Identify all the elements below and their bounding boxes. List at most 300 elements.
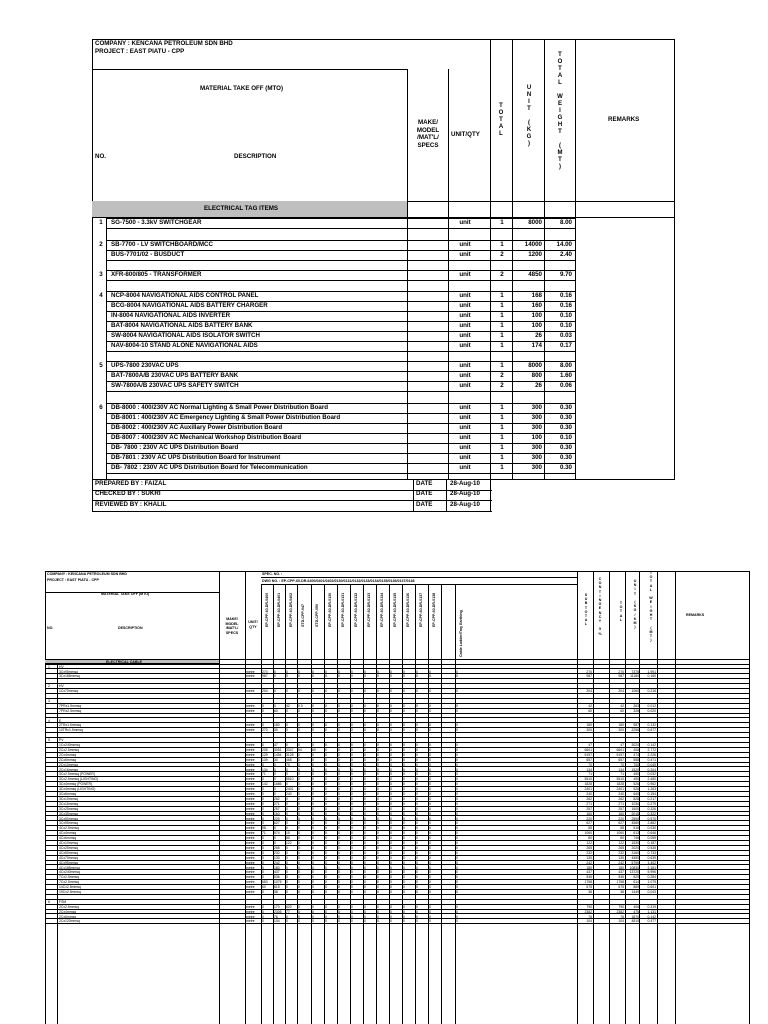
cable-row-subtotal: 122: [586, 841, 592, 845]
cable-row-dwg-value: 0: [298, 762, 300, 767]
row-unit-weight: 100: [531, 312, 542, 319]
cable-row-dwg-value: 0: [338, 801, 340, 806]
cable-row-dwg-value: 0: [351, 826, 353, 831]
cable-row-dwg-value: 0: [429, 826, 431, 831]
cable-row-dwg-value: 0: [312, 792, 314, 796]
cable-row-no: 3: [48, 698, 50, 703]
cable-row-dwg-value: 0: [429, 836, 431, 841]
cable-row-dwg-value: 0: [338, 728, 340, 733]
cable-row-dwg-value: 0: [416, 865, 418, 870]
cable-row-dwg-value: 0: [429, 777, 431, 782]
cable-row-dwg-value: 0: [325, 850, 327, 855]
cable-row-dwg-value: 0: [377, 904, 379, 909]
cable-row-dwg-value: 0: [338, 752, 340, 757]
cable-row-dwg-value: 0: [416, 782, 418, 787]
cable-row-dwg-value: 0: [274, 669, 276, 674]
cable-row-dwg-value: 0: [298, 792, 300, 796]
cable-row-total-weight: 0.477: [647, 919, 656, 924]
cable-row-unit: metre: [246, 757, 255, 762]
cable-row-dwg-value: 0: [312, 757, 314, 762]
cable-row-dwg-value: 0: [364, 904, 366, 909]
cable-row-total: 262: [618, 796, 624, 801]
cable-row-dwg-value: 0: [377, 801, 379, 806]
cable-row-unit-weight: 3160: [631, 850, 639, 855]
cable-row-dwg-value: 0: [286, 816, 288, 821]
cable-row-dwg-value: 0: [377, 850, 379, 855]
cable-row-total: 58: [620, 826, 624, 831]
cable-row-dwg-value: 0: [351, 747, 353, 752]
cable-row-dwg-value: 0: [456, 909, 458, 914]
mto-row: [92, 404, 675, 412]
cable-row-dwg-value: 0: [312, 708, 314, 713]
cable-row-unit-weight: 450: [633, 777, 639, 782]
cable-row-total: 42: [620, 703, 624, 708]
cable-row-unit: metre: [246, 831, 255, 836]
cable-row-subtotal: 657: [586, 757, 592, 762]
row-total-weight: 0.10: [559, 312, 572, 319]
cable-row-dwg-value: 0: [403, 845, 405, 850]
cable-row-dwg-value: 0: [456, 845, 458, 850]
cable-row-dwg-value: 0: [390, 860, 392, 865]
cable-row-dwg-value: 0: [390, 703, 392, 708]
cable-dwg-no: DWG NO. : EP-CPP-60-DR-6400/0401/0402/0130/0131/0132/0133/0134/0135/0136/0137/0138: [262, 578, 415, 583]
cable-row-dwg-value: 0: [403, 708, 405, 713]
cable-row-total-weight: 1.263: [647, 787, 656, 792]
cable-row-dwg-value: 0: [416, 723, 418, 728]
cable-row-subtotal: 1828: [584, 782, 592, 787]
cable-row-total-weight: 0.154: [647, 792, 656, 796]
cable-row-total-weight: 0.677: [647, 728, 656, 733]
cable-row-dwg-value: 0: [286, 880, 288, 885]
header-no: NO.: [95, 153, 107, 160]
cable-row-unit-weight: 450: [633, 772, 639, 777]
cable-row-dwg-value: 0: [338, 708, 340, 713]
cable-row-dwg-value: 0: [403, 811, 405, 816]
cable-row-dwg-value: 0: [364, 836, 366, 841]
cable-row-dwg-value: 0: [456, 762, 458, 767]
prepared-by: PREPARED BY : FAIZAL: [95, 480, 167, 487]
cable-row-total-weight: 0.319: [647, 904, 656, 909]
cable-row-dwg-value: 0: [312, 782, 314, 787]
cable-row-total: 437: [618, 870, 624, 875]
row-total: 1: [500, 302, 504, 309]
cable-row-dwg-value: 0: [429, 919, 431, 924]
row-unit: unit: [459, 444, 471, 451]
cable-row-dwg-value: 0: [456, 674, 458, 679]
cable-row-dwg-value: 0: [312, 767, 314, 772]
cable-row-dwg-value: 0: [377, 757, 379, 762]
cable-row-dwg-value: 0: [274, 703, 276, 708]
cable-row-unit-weight: 516: [633, 826, 639, 831]
cable-row-description: 3Cx50mmsq: [59, 816, 79, 821]
cable-row-subtotal: 130: [586, 855, 592, 860]
cable-row-dwg-value: 0: [338, 855, 340, 860]
cable-row-dwg-value: 0: [312, 870, 314, 875]
cable-row-dwg-value: 0: [429, 743, 431, 747]
cable-row-description: 3Cx4mmsq (LIGHTING): [59, 787, 96, 792]
cable-row-total: 180: [618, 865, 624, 870]
cable-row-total: 987: [618, 674, 624, 679]
cable-row-dwg-value: 0: [298, 777, 300, 782]
row-rule: [106, 361, 576, 362]
cable-row-dwg-value: 0: [351, 821, 353, 826]
cable-row-description: 4Cx95mmsq: [59, 860, 79, 865]
cable-row-dwg-value: 0: [416, 669, 418, 674]
cable-row-dwg-value: 0: [456, 890, 458, 894]
cable-row-dwg-value: 683: [262, 880, 268, 885]
cable-row-dwg-value: 0: [262, 919, 264, 924]
cable-row-dwg-value: 0: [338, 777, 340, 782]
cable-row-dwg-value: 0: [390, 841, 392, 845]
cable-row-dwg-value: 0: [338, 870, 340, 875]
cable-row-unit-weight: 613: [633, 831, 639, 836]
cable-row-dwg-value: 0: [364, 865, 366, 870]
cable-row-dwg-value: 0: [416, 787, 418, 792]
cable-row-description: 3Cx35mmsq: [59, 811, 79, 816]
cable-row-total-weight: 0.646: [647, 831, 656, 836]
row-total: 1: [500, 464, 504, 471]
cable-row-dwg-value: 0: [351, 762, 353, 767]
cable-row-dwg-value: 0: [325, 821, 327, 826]
mto-electrical-cable-table: [45, 571, 750, 1024]
cable-row-dwg-value: 0: [403, 796, 405, 801]
cable-row-dwg-value: 232: [274, 850, 280, 855]
cable-row-dwg-value: 54: [298, 747, 302, 752]
cable-row-unit: metre: [246, 787, 255, 792]
cable-company-name: COMPANY : KENCANA PETROLEUM SDN BHD: [47, 572, 127, 576]
cable-row-dwg-value: 0: [351, 836, 353, 841]
cable-row-dwg-value: 0: [364, 845, 366, 850]
header-unit-qty: UNIT/QTY: [451, 131, 480, 138]
cable-row-dwg-value: 0: [312, 836, 314, 841]
cable-project-name: PROJECT : EAST PIATU - CPP: [47, 578, 99, 582]
cable-row-total: 1060: [616, 831, 624, 836]
row-unit: unit: [459, 219, 471, 226]
cable-row-dwg-value: 0: [298, 816, 300, 821]
cable-row-dwg-value: 0: [338, 919, 340, 924]
cable-row-dwg-value: 0: [429, 870, 431, 875]
cable-row-dwg-value: 0: [390, 816, 392, 821]
cable-row-dwg-value: 220: [274, 816, 280, 821]
cable-row-subtotal: 300: [586, 728, 592, 733]
cable-row-dwg-value: 0: [377, 747, 379, 752]
cable-row-dwg-value: 0: [456, 870, 458, 875]
cable-row-dwg-value: 0: [416, 728, 418, 733]
row-total-weight: 0.17: [559, 342, 572, 349]
cable-row-dwg-value: 0: [377, 880, 379, 885]
cable-row-dwg-value: 0: [403, 669, 405, 674]
cable-row-dwg-value: 0: [403, 909, 405, 914]
cable-row-dwg-value: 180: [274, 865, 280, 870]
row-rule: [106, 463, 576, 464]
cable-row-dwg-value: 0: [416, 850, 418, 855]
cable-row-description: 2Cx4mmsq: [59, 752, 77, 757]
cable-row-dwg-value: 0: [298, 674, 300, 679]
cable-row-dwg-value: 0: [456, 865, 458, 870]
cable-row-dwg-value: 0: [390, 880, 392, 885]
cable-row-dwg-value: 0: [364, 875, 366, 880]
cable-row-unit-weight: 2020: [631, 845, 639, 850]
cable-row-unit: metre: [246, 855, 255, 860]
cable-row-dwg-value: 0: [351, 885, 353, 890]
cable-row-subtotal: 6601: [584, 747, 592, 752]
cable-row-dwg-value: 0: [403, 772, 405, 777]
cable-row-dwg-value: 0: [377, 762, 379, 767]
cable-row-unit: metre: [246, 762, 255, 767]
row-total-weight: 8.00: [559, 219, 572, 226]
row-unit: unit: [459, 434, 471, 441]
cable-row-dwg-value: 0: [377, 841, 379, 845]
cable-row-dwg-value: 0: [403, 841, 405, 845]
cable-row-unit-weight: 1520: [631, 767, 639, 772]
cable-row-dwg-value: 0: [325, 762, 327, 767]
cable-row-unit-weight: 406: [633, 904, 639, 909]
cable-row-subtotal: 1758: [584, 880, 592, 885]
cable-row-dwg-value: 0: [364, 890, 366, 894]
cable-row-dwg-value: 0: [325, 782, 327, 787]
row-unit: unit: [459, 241, 471, 248]
cable-table-title: MATERIAL TAKE OFF (MTO): [101, 592, 150, 596]
cable-row-description: 2Cx120mmsq: [59, 919, 80, 924]
checked-date-label: DATE: [416, 490, 433, 497]
cable-row-dwg-value: 0: [377, 772, 379, 777]
cable-row-dwg-value: 204: [262, 689, 268, 694]
cable-row-unit-weight: 326: [633, 708, 639, 713]
prepared-date: 28-Aug-10: [450, 480, 480, 487]
cable-row-dwg-value: 0: [351, 767, 353, 772]
cable-row-total-weight: 0.059: [647, 836, 656, 841]
cable-row-subtotal: 70: [588, 762, 592, 767]
cable-row-dwg-value: 0: [274, 777, 276, 782]
row-unit-weight: 100: [531, 434, 542, 441]
cable-row-dwg-value: 0: [262, 787, 264, 792]
cable-row-dwg-value: 0: [364, 669, 366, 674]
cable-row-total: 790: [618, 904, 624, 909]
cable-row-dwg-value: 0: [416, 762, 418, 767]
cable-row-total-weight: 2.862: [647, 821, 656, 826]
cable-row-description: 3Cx95mmsq: [59, 669, 79, 674]
cable-row-dwg-value: 262: [274, 796, 280, 801]
cable-row-dwg-value: 0: [312, 909, 314, 914]
cable-row-subtotal: 58: [588, 826, 592, 831]
cable-row-dwg-value: 0: [351, 806, 353, 811]
cable-row-dwg-value: 0: [286, 796, 288, 801]
cable-row-dwg-value: 0: [456, 806, 458, 811]
row-rule: [106, 443, 576, 444]
cable-row-dwg-value: 0: [429, 796, 431, 801]
cable-row-dwg-value: 3347: [286, 747, 294, 752]
cable-row-dwg-value: 0: [390, 669, 392, 674]
cable-row-dwg-value: 0: [377, 909, 379, 914]
cable-row-total: 160: [618, 811, 624, 816]
row-total: 1: [500, 219, 504, 226]
cable-row-dwg-value: 0: [298, 880, 300, 885]
cable-row-dwg-value: 0: [429, 855, 431, 860]
cable-row-dwg-value: 0: [274, 826, 276, 831]
cable-row-dwg-value: 0: [403, 816, 405, 821]
cable-row-dwg-value: 0: [377, 743, 379, 747]
cable-row-dwg-value: 0: [312, 855, 314, 860]
cable-row-dwg-value: 0: [456, 831, 458, 836]
cable-row-unit-weight: 3020: [631, 743, 639, 747]
cable-row-dwg-value: 0: [403, 890, 405, 894]
cable-row-dwg-value: 0: [377, 821, 379, 826]
cable-row-dwg-value: 0: [351, 880, 353, 885]
cable-row-dwg-value: 0: [456, 855, 458, 860]
cable-row-dwg-value: 0: [416, 708, 418, 713]
cable-row-dwg-value: 0: [364, 757, 366, 762]
cable-row-dwg-value: 0: [312, 845, 314, 850]
row-total: 1: [500, 424, 504, 431]
row-unit-weight: 300: [531, 404, 542, 411]
cable-row-unit: metre: [246, 772, 255, 777]
cable-row-dwg-value: 0: [403, 836, 405, 841]
row-description: XFR-800/805 - TRANSFORMER: [111, 271, 202, 278]
cable-row-dwg-value: 5510: [286, 777, 294, 782]
cable-row-dwg-value: 0: [298, 890, 300, 894]
cable-row-unit: metre: [246, 767, 255, 772]
cable-row-subtotal: 1060: [584, 831, 592, 836]
row-total: 1: [500, 434, 504, 441]
cable-row-dwg-value: 0: [456, 792, 458, 796]
cable-row-dwg-value: 0: [325, 875, 327, 880]
cable-row-dwg-value: 0: [338, 845, 340, 850]
cable-row-unit-weight: 1030: [631, 801, 639, 806]
cable-row-dwg-value: 0: [325, 767, 327, 772]
cable-row-dwg-value: 3128: [286, 752, 294, 757]
row-description: UPS-7800 230VAC UPS: [111, 362, 179, 369]
row-no: 4: [99, 292, 103, 299]
cable-row-dwg-value: 0: [377, 777, 379, 782]
cable-row-dwg-value: 0: [390, 831, 392, 836]
cable-row-dwg-value: 0: [274, 836, 276, 841]
cable-row-dwg-value: 0: [364, 723, 366, 728]
row-description: DB- 7800 : 230V AC UPS Distribution Board: [111, 444, 239, 451]
row-unit: unit: [459, 302, 471, 309]
cable-row-total: 1828: [616, 782, 624, 787]
cable-row-subtotal: 675: [586, 885, 592, 890]
cable-row-dwg-value: 0: [286, 885, 288, 890]
cable-row-dwg-value: 0: [312, 875, 314, 880]
dwg-column-header: EP-CPP-60-DR-0130: [328, 592, 332, 627]
cable-row-dwg-value: 0: [312, 703, 314, 708]
row-description: SG-7500 - 3.3kV SWITCHGEAR: [111, 219, 202, 226]
cable-row-total: 122: [618, 841, 624, 845]
cable-row-total-weight: 1.079: [647, 880, 656, 885]
cable-row-dwg-value: 0: [298, 669, 300, 674]
cable-row-unit-weight: 4560: [631, 821, 639, 826]
cable-row-description: 4Cx240mmsq: [59, 870, 80, 875]
cable-row-unit: metre: [246, 801, 255, 806]
cable-row-dwg-value: 0: [262, 836, 264, 841]
cable-row-dwg-value: 0: [298, 860, 300, 865]
cable-row-dwg-value: 0: [298, 689, 300, 694]
cable-row-dwg-value: 0: [390, 752, 392, 757]
cable-row-unit: metre: [246, 909, 255, 914]
cable-row-dwg-value: 0: [351, 796, 353, 801]
cable-row-dwg-value: 0: [456, 728, 458, 733]
row-description: BCG-8004 NAVIGATIONAL AIDS BATTERY CHARGER: [111, 302, 268, 309]
cable-row-dwg-value: 0: [351, 875, 353, 880]
cable-row-unit-weight: 13720: [629, 870, 639, 875]
cable-row-description: HV: [59, 664, 64, 669]
cable-row-dwg-value: 0: [286, 743, 288, 747]
cable-row-dwg-value: 0: [390, 757, 392, 762]
cable-row-dwg-value: 58: [262, 826, 266, 831]
cable-row-dwg-value: 0: [390, 821, 392, 826]
dwg-column-header: EP-CPP-60-DR-0133: [367, 592, 371, 627]
row-total: 1: [500, 362, 504, 369]
cable-row-dwg-value: 0: [286, 845, 288, 850]
cable-row-total-weight: 2.772: [647, 747, 656, 752]
cable-row-dwg-value: 0: [325, 703, 327, 708]
cable-row-total-weight: 0.049: [647, 762, 656, 767]
cable-row-dwg-value: 0: [377, 782, 379, 787]
cable-row-description: 7PRx1.5mmsq: [59, 703, 82, 708]
cable-row-unit-weight: 4810: [631, 919, 639, 924]
cable-row-dwg-value: 0: [325, 885, 327, 890]
cable-row-dwg-value: 0: [429, 728, 431, 733]
cable-row-dwg-value: 0: [298, 787, 300, 792]
row-total-weight: 1.60: [559, 372, 572, 379]
cable-row-unit: metre: [246, 782, 255, 787]
cable-row-total-weight: 0.204: [647, 767, 656, 772]
cable-row-dwg-value: 0: [416, 860, 418, 865]
cable-header-contingency: C O N T I N G E N C Y 5 %: [598, 577, 602, 636]
cable-row-total-weight: 1.991: [647, 669, 656, 674]
cable-row-dwg-value: 0: [403, 752, 405, 757]
cable-row-dwg-value: 0: [351, 743, 353, 747]
row-unit-weight: 300: [531, 464, 542, 471]
cable-row-dwg-value: 0: [325, 865, 327, 870]
cable-row-unit: metre: [246, 880, 255, 885]
cable-row-subtotal: 134: [586, 767, 592, 772]
cable-row-dwg-value: 0: [403, 885, 405, 890]
cable-row-dwg-value: 2305: [274, 909, 282, 914]
cable-row-description: FSM: [59, 899, 67, 904]
cable-row-total: 675: [618, 885, 624, 890]
row-description: DB-8001 : 400/230V AC Emergency Lighting & Small Power Distribution Board: [111, 414, 341, 421]
cable-row-dwg-value: 0: [338, 796, 340, 801]
cable-row-dwg-value: 0: [262, 914, 264, 919]
row-total-weight: 0.16: [559, 302, 572, 309]
cable-row-dwg-value: 0: [351, 811, 353, 816]
cable-row-dwg-value: 0: [298, 865, 300, 870]
cable-row-dwg-value: 0: [262, 743, 264, 747]
cable-row-unit: metre: [246, 806, 255, 811]
cable-row-total-weight: 0.535: [647, 845, 656, 850]
cable-row-dwg-value: 0: [262, 811, 264, 816]
cable-row-dwg-value: 0: [403, 723, 405, 728]
cable-row-description: 2Cx6mmsq: [59, 914, 77, 919]
cable-row-total-weight: 2.226: [647, 752, 656, 757]
cable-row-dwg-value: 0: [262, 723, 264, 728]
cable-row-dwg-value: 70: [286, 762, 290, 767]
cable-row-unit-weight: 1870: [631, 914, 639, 919]
cable-row-dwg-value: 1686: [274, 782, 282, 787]
cable-row-dwg-value: 0: [312, 787, 314, 792]
mto-row: [92, 302, 675, 310]
cable-row-dwg-value: 0: [298, 875, 300, 880]
cable-row-dwg-value: 0: [325, 772, 327, 777]
cable-row-dwg-value: 0: [429, 885, 431, 890]
cable-row-unit-weight: 640: [633, 792, 639, 796]
cable-row-dwg-value: 0: [338, 850, 340, 855]
cable-row-dwg-value: 0: [312, 821, 314, 826]
cable-row-description: 2TRx1.5mmsq: [59, 723, 82, 728]
cable-row-dwg-value: 0: [377, 890, 379, 894]
cable-header-total: T O T A L: [619, 601, 623, 622]
